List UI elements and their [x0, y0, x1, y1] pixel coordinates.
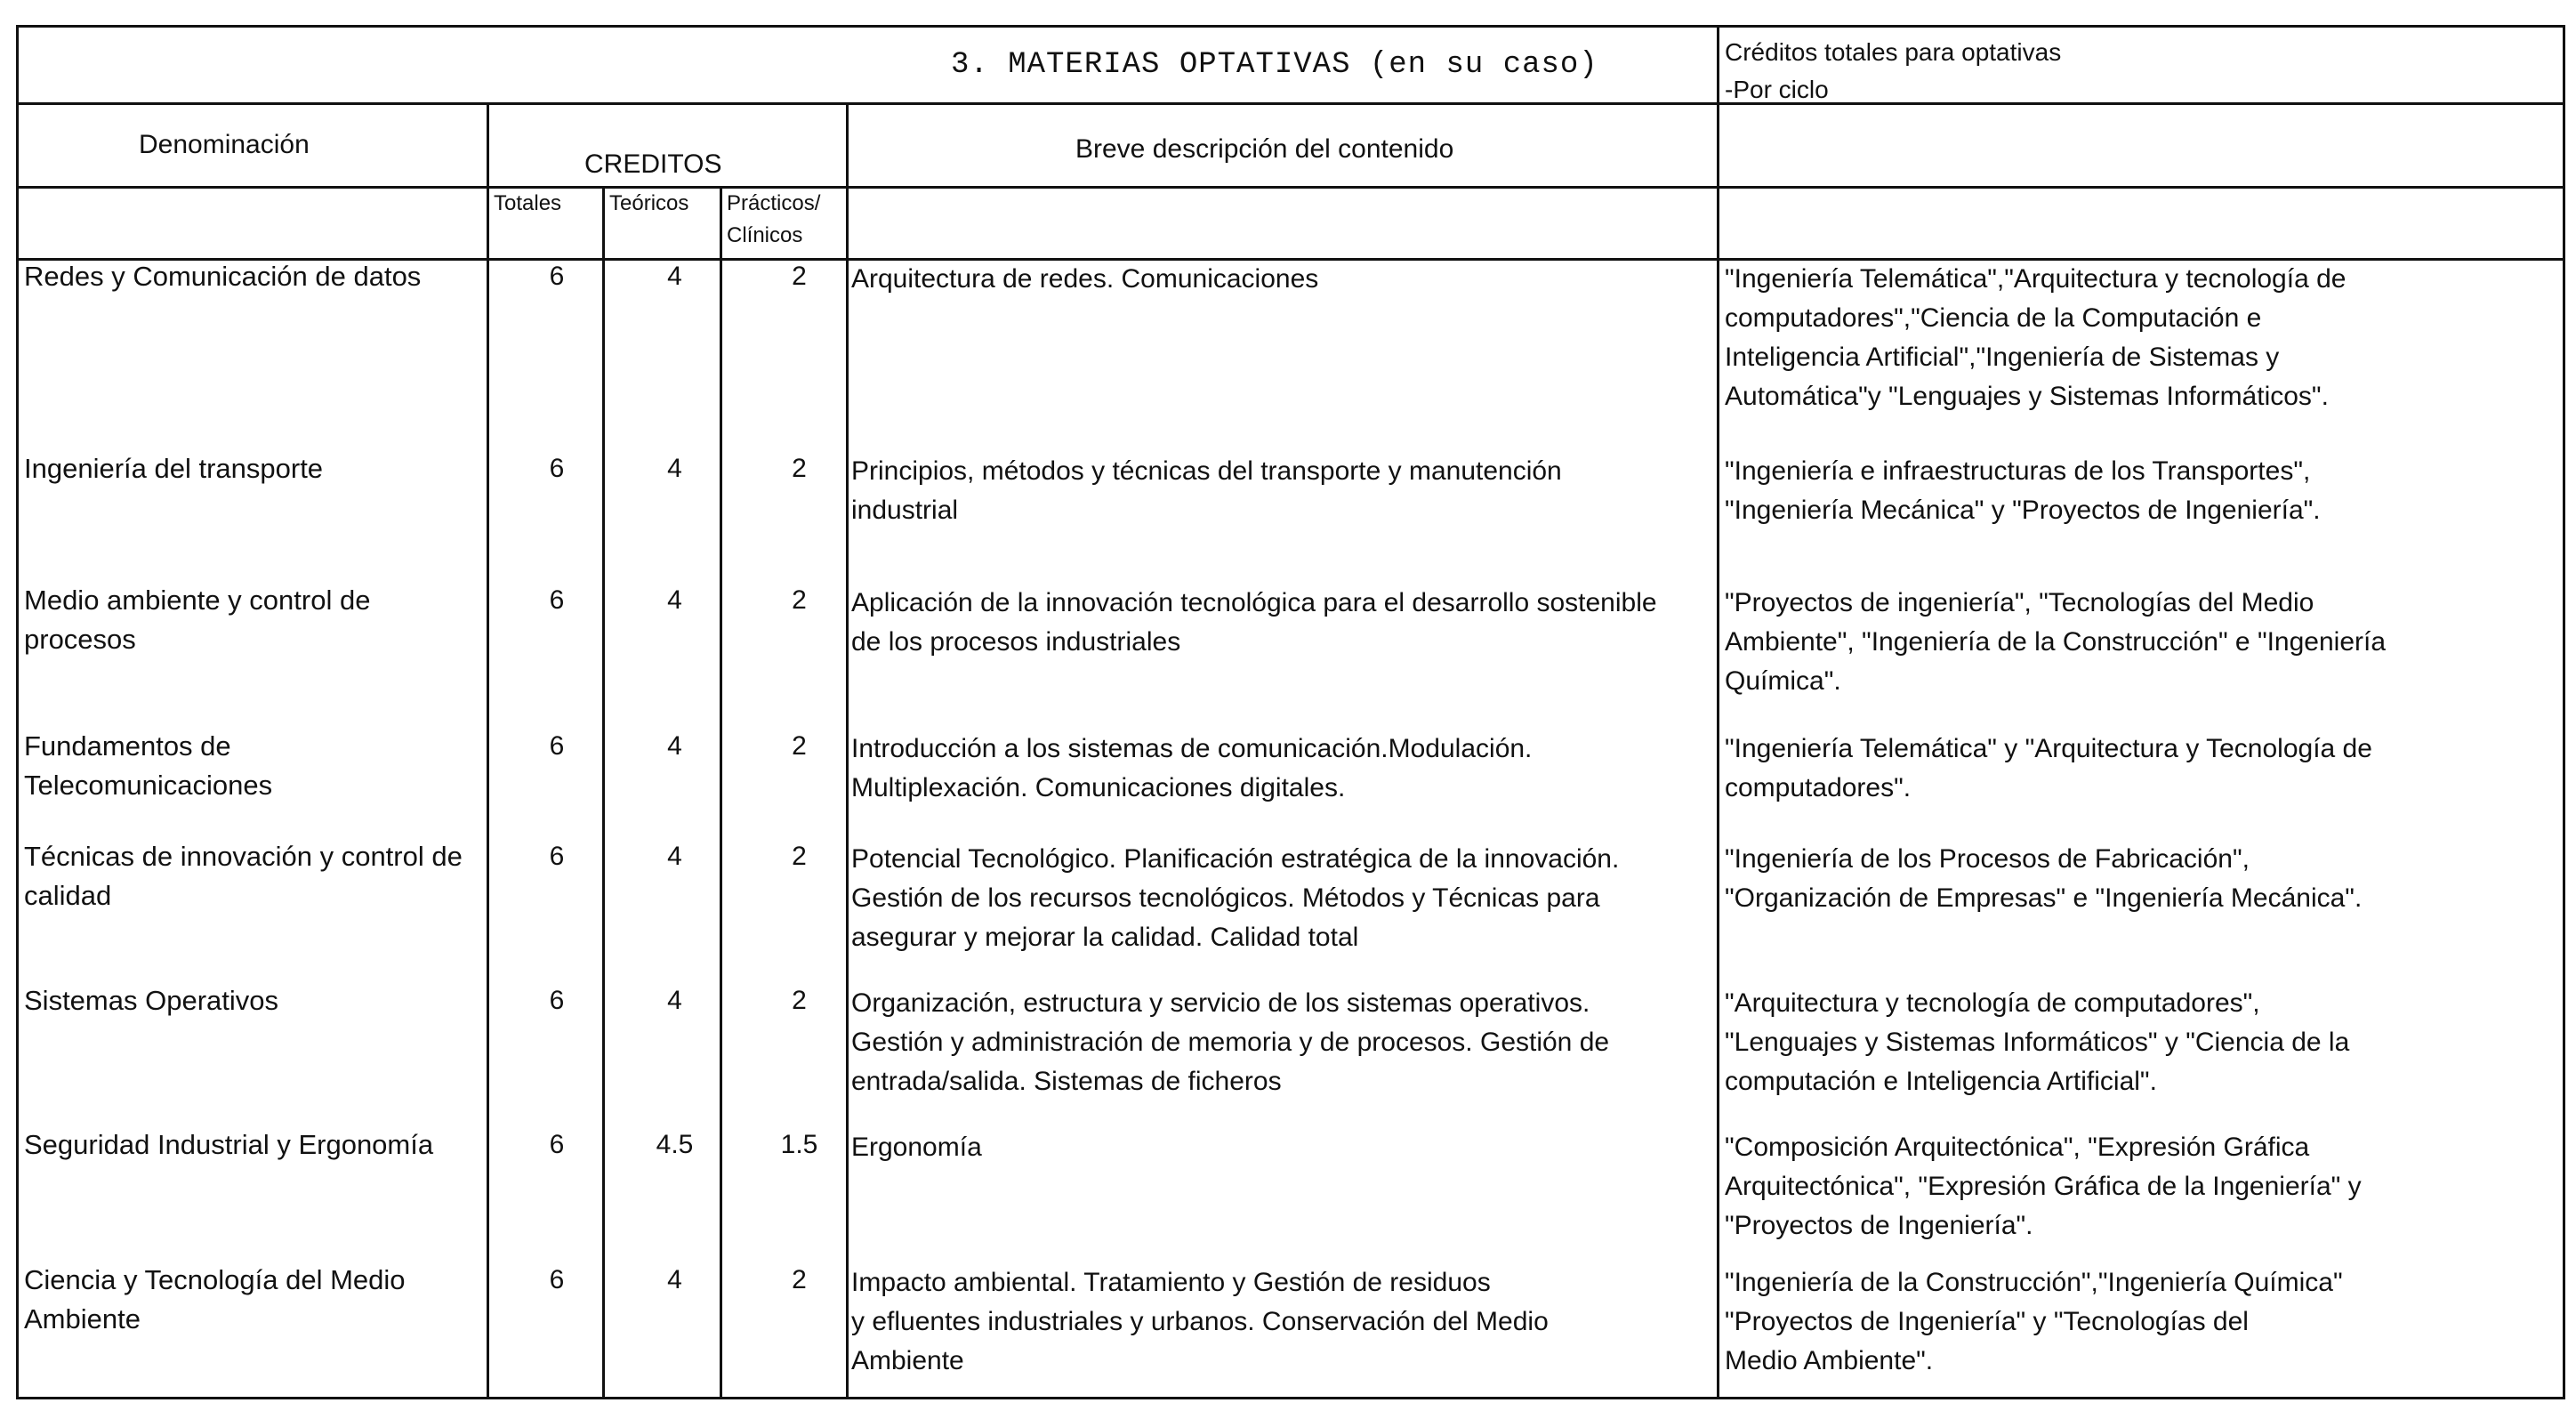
- row-areas: Química".: [1725, 666, 1841, 696]
- row-areas: Inteligencia Artificial","Ingeniería de Sistemas y: [1725, 343, 2280, 372]
- header-clinicos: Clínicos: [727, 223, 803, 247]
- header-creditos: CREDITOS: [584, 149, 722, 179]
- row-areas: "Ingeniería Mecánica" y "Proyectos de Ingeniería".: [1725, 496, 2321, 525]
- row-totales: 6: [549, 986, 565, 1015]
- row-teoricos: 4: [667, 262, 682, 291]
- row-denominacion: procesos: [24, 624, 136, 655]
- row-denominacion: Medio ambiente y control de: [24, 585, 371, 616]
- header-denominacion: Denominación: [139, 130, 310, 159]
- row-descripcion: Arquitectura de redes. Comunicaciones: [851, 264, 1319, 294]
- row-practicos: 2: [792, 842, 807, 871]
- divider-denominacion: [487, 102, 489, 1397]
- row-totales: 6: [549, 262, 565, 291]
- row-denominacion: Ciencia y Tecnología del Medio: [24, 1264, 406, 1295]
- header-practicos: Prácticos/: [727, 191, 821, 215]
- row-descripcion: Ergonomía: [851, 1133, 982, 1162]
- row-areas: Ambiente", "Ingeniería de la Construcción" e "Ingeniería: [1725, 627, 2387, 657]
- row-areas: "Ingeniería de la Construcción","Ingeniería Química": [1725, 1268, 2343, 1297]
- row-practicos: 1.5: [780, 1130, 818, 1159]
- row-areas: "Organización de Empresas" e "Ingeniería Mecánica".: [1725, 883, 2363, 913]
- row-totales: 6: [549, 842, 565, 871]
- row-practicos: 2: [792, 731, 807, 761]
- row-denominacion: Fundamentos de: [24, 730, 231, 762]
- row-areas: computación e Inteligencia Artificial".: [1725, 1067, 2157, 1096]
- row-areas: "Proyectos de ingeniería", "Tecnologías del Medio: [1725, 588, 2314, 617]
- row-denominacion: Ambiente: [24, 1303, 141, 1334]
- divider-totales: [602, 186, 605, 1397]
- row-descripcion: Introducción a los sistemas de comunicación.Modulación.: [851, 734, 1533, 763]
- row-teoricos: 4.5: [656, 1130, 694, 1159]
- row-descripcion: Gestión y administración de memoria y de procesos. Gestión de: [851, 1028, 1610, 1057]
- creditos-totales-label: Créditos totales para optativas: [1725, 38, 2062, 66]
- row-descripcion: Aplicación de la innovación tecnológica para el desarrollo sostenible: [851, 588, 1657, 617]
- row-descripcion: asegurar y mejorar la calidad. Calidad total: [851, 923, 1359, 952]
- row-areas: "Proyectos de Ingeniería" y "Tecnologías del: [1725, 1307, 2249, 1336]
- row-teoricos: 4: [667, 585, 682, 615]
- row-areas: "Ingeniería e infraestructuras de los Transportes",: [1725, 456, 2311, 486]
- row-teoricos: 4: [667, 1265, 682, 1294]
- row-descripcion: Multiplexación. Comunicaciones digitales.: [851, 773, 1346, 802]
- divider-title-right: [1717, 28, 1719, 1397]
- row-areas: Automática"y "Lenguajes y Sistemas Informáticos".: [1725, 382, 2329, 411]
- row-descripcion: Organización, estructura y servicio de los sistemas operativos.: [851, 988, 1590, 1018]
- row-descripcion: Gestión de los recursos tecnológicos. Métodos y Técnicas para: [851, 883, 1600, 913]
- header-totales: Totales: [494, 191, 562, 215]
- row-descripcion: Impacto ambiental. Tratamiento y Gestión de residuos: [851, 1268, 1491, 1297]
- row-descripcion: industrial: [851, 496, 959, 525]
- row-practicos: 2: [792, 1265, 807, 1294]
- header-teoricos: Teóricos: [609, 191, 689, 215]
- row-areas: "Proyectos de Ingeniería".: [1725, 1211, 2033, 1240]
- row-areas: computadores","Ciencia de la Computación e: [1725, 303, 2262, 333]
- row-areas: "Lenguajes y Sistemas Informáticos" y "Ciencia de la: [1725, 1028, 2350, 1057]
- divider-creditos: [846, 102, 849, 1397]
- row-teoricos: 4: [667, 986, 682, 1015]
- row-areas: computadores".: [1725, 773, 1912, 802]
- row-areas: "Composición Arquitectónica", "Expresión Gráfica: [1725, 1133, 2310, 1162]
- row-descripcion: entrada/salida. Sistemas de ficheros: [851, 1067, 1282, 1096]
- divider-teoricos: [720, 186, 722, 1397]
- row-totales: 6: [549, 585, 565, 615]
- row-areas: "Ingeniería de los Procesos de Fabricación",: [1725, 844, 2250, 874]
- row-denominacion: Ingeniería del transporte: [24, 453, 324, 484]
- row-totales: 6: [549, 1265, 565, 1294]
- row-areas: "Ingeniería Telemática","Arquitectura y tecnología de: [1725, 264, 2347, 294]
- row-descripcion: Principios, métodos y técnicas del transporte y manutención: [851, 456, 1562, 486]
- row-practicos: 2: [792, 986, 807, 1015]
- rule-below-headers: [19, 186, 2563, 189]
- row-teoricos: 4: [667, 454, 682, 483]
- page-title: 3. MATERIAS OPTATIVAS (en su caso): [951, 48, 1598, 82]
- row-descripcion: Potencial Tecnológico. Planificación estratégica de la innovación.: [851, 844, 1620, 874]
- row-descripcion: de los procesos industriales: [851, 627, 1181, 657]
- row-teoricos: 4: [667, 842, 682, 871]
- rule-below-title: [19, 102, 2563, 105]
- row-areas: "Ingeniería Telemática" y "Arquitectura y Tecnología de: [1725, 734, 2372, 763]
- row-areas: Arquitectónica", "Expresión Gráfica de la Ingeniería" y: [1725, 1172, 2362, 1201]
- row-descripcion: Ambiente: [851, 1346, 964, 1375]
- por-ciclo-label: -Por ciclo: [1725, 76, 1829, 103]
- row-areas: "Arquitectura y tecnología de computadores",: [1725, 988, 2260, 1018]
- row-totales: 6: [549, 1130, 565, 1159]
- header-breve-descripcion: Breve descripción del contenido: [1075, 134, 1454, 164]
- optativas-table: [16, 25, 2565, 1399]
- row-denominacion: Redes y Comunicación de datos: [24, 261, 422, 292]
- row-denominacion: Sistemas Operativos: [24, 985, 278, 1016]
- row-denominacion: Técnicas de innovación y control de: [24, 841, 463, 872]
- row-totales: 6: [549, 454, 565, 483]
- row-practicos: 2: [792, 585, 807, 615]
- row-totales: 6: [549, 731, 565, 761]
- row-denominacion: calidad: [24, 880, 112, 911]
- row-areas: Medio Ambiente".: [1725, 1346, 1934, 1375]
- row-descripcion: y efluentes industriales y urbanos. Conservación del Medio: [851, 1307, 1549, 1336]
- row-practicos: 2: [792, 262, 807, 291]
- row-practicos: 2: [792, 454, 807, 483]
- row-denominacion: Seguridad Industrial y Ergonomía: [24, 1129, 434, 1160]
- row-teoricos: 4: [667, 731, 682, 761]
- row-denominacion: Telecomunicaciones: [24, 770, 273, 801]
